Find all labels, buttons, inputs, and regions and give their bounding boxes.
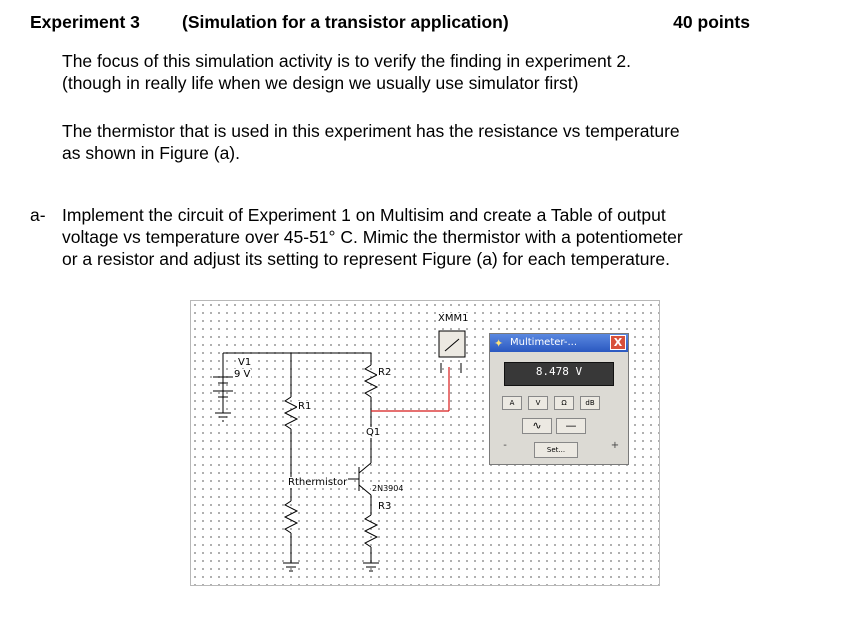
- v1-label: V1: [238, 357, 252, 368]
- v1-value: 9 V: [234, 369, 251, 380]
- multimeter-title-bar[interactable]: [490, 334, 628, 352]
- mode-amps-button[interactable]: A: [502, 396, 522, 410]
- close-button[interactable]: X: [610, 335, 626, 350]
- mode-ohms-button[interactable]: Ω: [554, 396, 574, 410]
- r1-label: R1: [298, 401, 312, 412]
- meter-icon: [439, 331, 465, 357]
- r3-label: R3: [378, 501, 392, 512]
- multimeter-title: Multimeter-...: [510, 337, 578, 348]
- r2-label: R2: [378, 367, 392, 378]
- mode-db-button[interactable]: dB: [580, 396, 600, 410]
- negative-terminal: -: [503, 440, 507, 451]
- question-label: a-: [30, 205, 46, 225]
- r1-zigzag: [285, 397, 297, 429]
- ac-mode-button[interactable]: ∿: [522, 418, 552, 434]
- dc-mode-button[interactable]: —: [556, 418, 586, 434]
- experiment-title: Experiment 3: [30, 12, 140, 32]
- set-button[interactable]: Set...: [534, 442, 578, 458]
- rthermistor-label: Rthermistor: [288, 477, 348, 488]
- multimeter-icon: ✦: [494, 337, 504, 350]
- r2-zigzag: [365, 365, 377, 397]
- experiment-subtitle: (Simulation for a transistor application): [182, 12, 509, 32]
- q1-label: Q1: [366, 427, 381, 438]
- r3-zigzag: [365, 515, 377, 547]
- points-value: 40 points: [673, 12, 750, 32]
- thermistor-paragraph: The thermistor that is used in this experiment has the resistance vs temperature as shown in Figure (a).: [62, 121, 680, 163]
- question-text: Implement the circuit of Experiment 1 on Multisim and create a Table of output voltage vs temperature over 45-51° C. Mimic the thermistor with a potentiometer or a resistor and adjust its setting to represent Figure (a) for each temperature.: [62, 205, 683, 269]
- meter-ref: XMM1: [438, 313, 469, 324]
- multimeter-window: [489, 333, 629, 465]
- multisim-screenshot: [190, 300, 660, 586]
- rthermistor-zigzag: [285, 501, 297, 533]
- multimeter-reading: 8.478 V: [504, 362, 614, 386]
- focus-paragraph: The focus of this simulation activity is to verify the finding in experiment 2. (though in really life when we design we usually use simulator first): [62, 51, 632, 93]
- transistor-model: 2N3904: [372, 484, 404, 493]
- mode-volts-button[interactable]: V: [528, 396, 548, 410]
- positive-terminal: +: [610, 440, 620, 451]
